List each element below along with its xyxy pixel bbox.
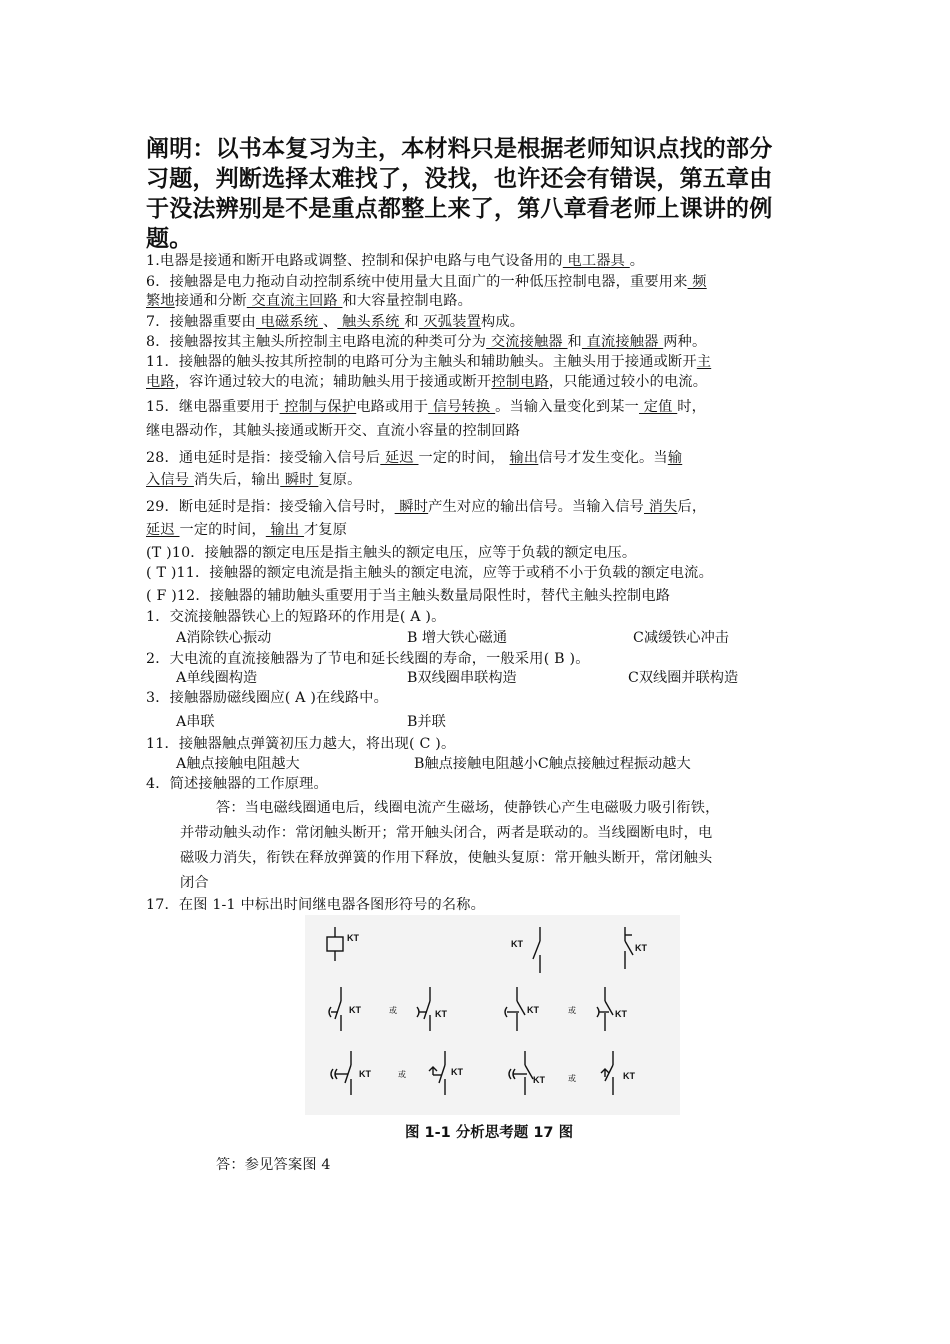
question-15: 15．继电器重要用于 控制与保护电路或用于 信号转换 。当输入量变化到某一 定值 时， <box>146 399 707 415</box>
answer-blank: 交流接触器 <box>486 334 568 350</box>
svg-text:KT: KT <box>511 939 523 949</box>
question-29: 29．断电延时是指：接受输入信号时， 瞬时产生对应的输出信号。当输入信号 消失后， <box>146 499 707 515</box>
choice-option: B触点接触电阻越小C触点接触过程振动越大 <box>414 756 691 772</box>
svg-text:KT: KT <box>615 1009 627 1019</box>
choice-option: A单线圈构造 <box>176 670 258 686</box>
choice-question-11: 11．接触器触点弹簧初压力越大，将出现( C )。 <box>146 736 456 752</box>
svg-text:KT: KT <box>533 1075 545 1085</box>
answer-blank: 电磁系统 <box>255 314 323 330</box>
contact-symbol <box>601 1051 635 1095</box>
or-label: 或 <box>568 1074 576 1083</box>
question-8: 8．接触器按其主触头所控制主电路电流的种类可分为 交流接触器 和 直流接触器 两种。 <box>146 334 707 350</box>
answer-blank: 灭弧装置 <box>418 314 481 330</box>
answer-blank: 电工器具 <box>562 253 630 269</box>
answer-blank: 频 <box>687 274 707 290</box>
contact-symbol <box>505 987 539 1031</box>
answer-text: 并带动触头动作：常闭触头断开；常开触头闭合，两者是联动的。当线圈断电时，电 <box>180 825 713 841</box>
answer-blank: 控制与保护 <box>279 399 357 415</box>
contact-symbol <box>429 1051 463 1095</box>
contact-symbol <box>417 987 447 1031</box>
question-29-cont: 延迟 一定的时间， 输出 才复原 <box>146 522 348 538</box>
svg-text:KT: KT <box>435 1009 447 1019</box>
notice-line: 习题，判断选择太难找了，没找，也许还会有错误，第五章由 <box>146 166 773 192</box>
or-label: 或 <box>389 1006 397 1015</box>
question-17: 17．在图 1-1 中标出时间继电器各图形符号的名称。 <box>146 897 486 913</box>
answer-blank: 直流接触器 <box>581 334 664 350</box>
contact-symbol <box>597 987 627 1031</box>
figure-caption: 图 1-1 分析思考题 17 图 <box>405 1125 574 1141</box>
choice-question-3: 3．接触器励磁线圈应( A )在线路中。 <box>146 690 388 706</box>
figure-answer: 答：参见答案图 4 <box>216 1157 331 1173</box>
answer-blank: 控制电路 <box>491 374 549 390</box>
relay-symbols-drawing <box>305 915 680 1115</box>
answer-blank: 瞬时 <box>280 472 319 488</box>
true-false-10: (T )10．接触器的额定电压是指主触头的额定电压，应等于负载的额定电压。 <box>146 545 637 561</box>
answer-text: 磁吸力消失，衔铁在释放弹簧的作用下释放，使触头复原：常开触头断开，常闭触头 <box>180 850 713 866</box>
question-28: 28．通电延时是指：接受输入信号后 延迟 一定的时间， 输出信号才发生变化。当输 <box>146 450 683 466</box>
choice-option: B并联 <box>407 714 446 730</box>
choice-option: B双线圈串联构造 <box>407 670 517 686</box>
notice-heading <box>146 134 826 254</box>
question-6: 6．接触器是电力拖动自动控制系统中使用量大且面广的一种低压控制电器，重要用来 频 <box>146 274 707 290</box>
answer-blank: 繁地 <box>146 293 175 309</box>
choice-option: C双线圈并联构造 <box>628 670 739 686</box>
or-label: 或 <box>398 1070 406 1079</box>
notice-line: 于没法辨别是不是重点都整上来了，第八章看老师上课讲的例 <box>146 196 773 222</box>
question-6-cont: 繁地接通和分断 交直流主回路 和大容量控制电路。 <box>146 293 472 309</box>
answer-blank: 入信号 <box>146 472 194 488</box>
question-15-cont: 继电器动作，其触头接通或断开交、直流小容量的控制回路 <box>146 423 521 439</box>
question-11-cont: 电路，容许通过较大的电流；辅助触头用于接通或断开控制电路，只能通过较小的电流。 <box>146 374 708 390</box>
notice-line: 阐明：以书本复习为主，本材料只是根据老师知识点找的部分 <box>146 136 773 162</box>
svg-text:KT: KT <box>349 1005 361 1015</box>
question-11: 11．接触器的触头按其所控制的电路可分为主触头和辅助触头。主触头用于接通或断开主 <box>146 354 712 370</box>
svg-text:KT: KT <box>451 1067 463 1077</box>
choice-option: C减缓铁心冲击 <box>633 630 729 646</box>
svg-text:KT: KT <box>359 1069 371 1079</box>
relay-symbols-figure <box>305 915 680 1115</box>
answer-blank: 交直流主回路 <box>246 293 343 309</box>
answer-blank: 消失 <box>643 499 678 515</box>
choice-option: A消除铁心振动 <box>176 630 272 646</box>
svg-text:KT: KT <box>635 943 647 953</box>
choice-option: A串联 <box>176 714 215 730</box>
answer-blank: 输 <box>667 450 683 466</box>
choice-option: A触点接触电阻越大 <box>176 756 300 772</box>
choice-question-1: 1．交流接触器铁心上的短路环的作用是( A )。 <box>146 609 446 625</box>
svg-text:KT: KT <box>623 1071 635 1081</box>
answer-blank: 定值 <box>639 399 678 415</box>
svg-text:KT: KT <box>347 933 359 943</box>
answer-blank: 输出 <box>509 450 539 466</box>
short-answer-question-4: 4．简述接触器的工作原理。 <box>146 776 328 792</box>
answer-blank: 电路 <box>146 374 175 390</box>
or-label: 或 <box>568 1006 576 1015</box>
answer-text: 闭合 <box>180 875 209 891</box>
answer-blank: 输出 <box>265 522 305 538</box>
answer-blank: 瞬时 <box>394 499 429 515</box>
contact-symbol <box>625 927 647 969</box>
true-false-12: ( F )12．接触器的辅助触头重要用于当主触头数量局限性时，替代主触头控制电路 <box>146 588 671 604</box>
question-28-cont: 入信号 消失后，输出 瞬时 复原。 <box>146 472 362 488</box>
choice-question-2: 2．大电流的直流接触器为了节电和延长线圈的寿命，一般采用( B )。 <box>146 651 590 667</box>
answer-blank: 延迟 <box>380 450 419 466</box>
true-false-11: ( T )11．接触器的额定电流是指主触头的额定电流，应等于或稍不小于负载的额定电流。 <box>146 565 713 581</box>
question-1: 1.电器是接通和断开电路或调整、控制和保护电路与电气设备用的 电工器具 。 <box>146 253 645 269</box>
answer-blank: 触头系统 <box>337 314 405 330</box>
answer-blank: 信号转换 <box>428 399 496 415</box>
svg-text:KT: KT <box>527 1005 539 1015</box>
answer-blank: 主 <box>696 354 712 370</box>
question-7: 7．接触器重要由 电磁系统 、 触头系统 和 灭弧装置构成。 <box>146 314 525 330</box>
contact-symbol <box>511 927 540 973</box>
answer-blank: 延迟 <box>146 522 180 538</box>
choice-option: B 增大铁心磁通 <box>407 630 508 646</box>
contact-symbol <box>509 1051 545 1095</box>
contact-symbol <box>331 1051 371 1095</box>
contact-symbol <box>329 987 361 1031</box>
notice-line: 题。 <box>146 226 193 252</box>
time-relay-coil-symbol <box>327 927 359 961</box>
answer-text: 答：当电磁线圈通电后，线圈电流产生磁场，使静铁心产生电磁吸力吸引衔铁， <box>216 800 720 816</box>
